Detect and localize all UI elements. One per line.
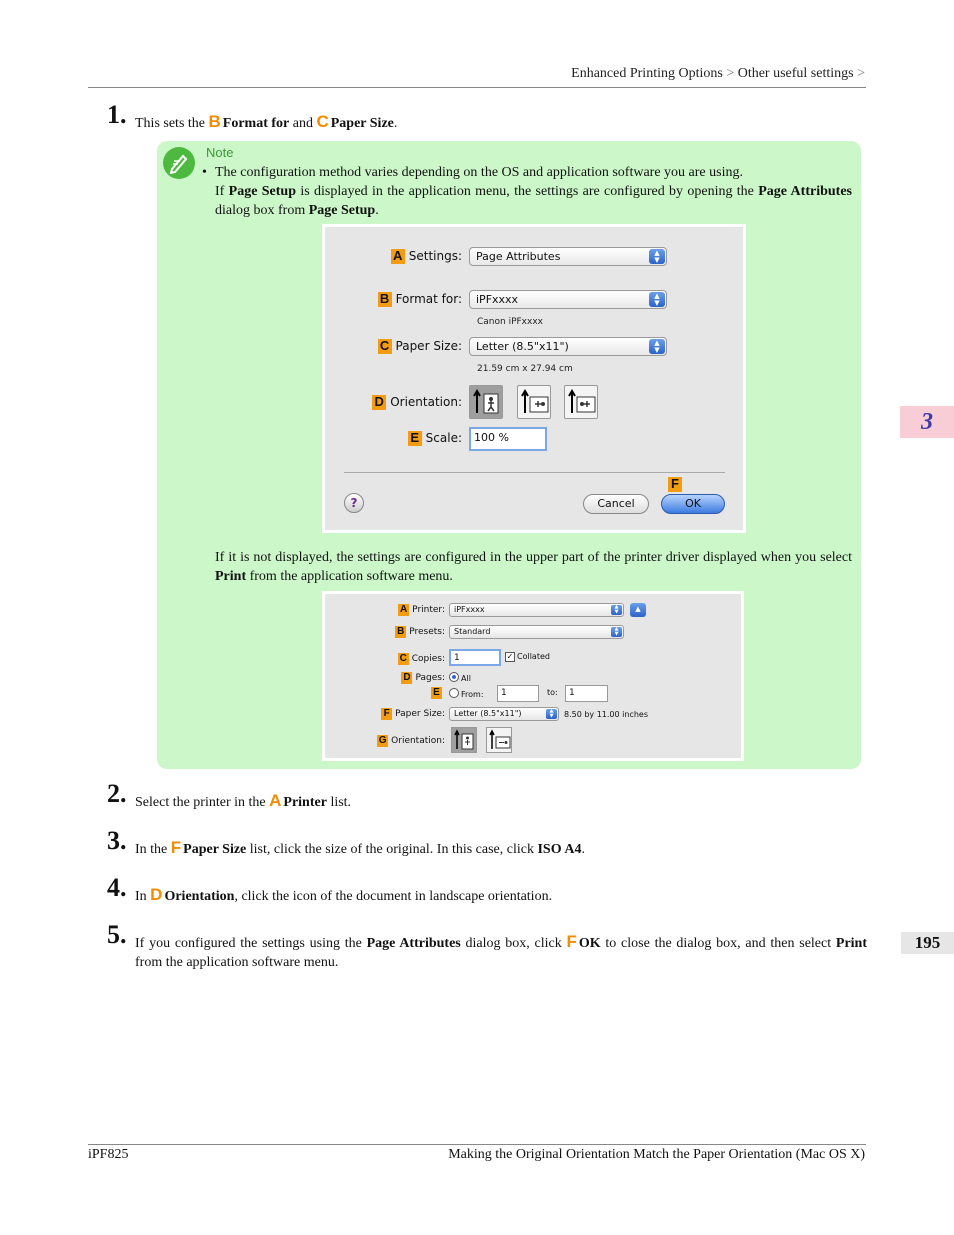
paper-size-label-2: F Paper Size: bbox=[345, 708, 445, 720]
step-number: 5. bbox=[107, 920, 127, 949]
callout-letter: C bbox=[316, 112, 329, 131]
callout-letter: F bbox=[566, 932, 577, 951]
to-input[interactable]: 1 bbox=[565, 685, 608, 702]
step-3: 3. In the F Paper Size list, click the size of the original. In this case, click ISO A4. bbox=[107, 826, 585, 857]
bullet: • bbox=[202, 165, 207, 180]
header-rule bbox=[88, 87, 866, 88]
paper-size-sub: 21.59 cm x 27.94 cm bbox=[477, 364, 573, 374]
page-attributes-dialog bbox=[322, 224, 746, 533]
step-5: 5. If you configured the settings using the Page Attributes dialog box, click F OK to close the dialog box, and then select Print from the application software menu. bbox=[107, 920, 867, 970]
ok-button[interactable]: OK bbox=[661, 494, 725, 514]
paper-size-popup-2[interactable]: Letter (8.5"x11") ▲ ▼ bbox=[449, 707, 559, 721]
step-number: 4. bbox=[107, 873, 127, 902]
cancel-button[interactable]: Cancel bbox=[583, 494, 649, 514]
presets-label: B Presets: bbox=[397, 626, 445, 637]
printer-popup[interactable]: iPFxxxx ▲ ▼ bbox=[449, 603, 624, 617]
portrait-orientation-button[interactable] bbox=[469, 385, 503, 419]
header-section: Enhanced Printing Options bbox=[571, 66, 723, 81]
note-line: If Page Setup is displayed in the application menu, the settings are configured by opening the Page Attributes dialog box from Page Setup. bbox=[215, 184, 852, 218]
step-text: . bbox=[393, 116, 398, 131]
from-key-label: E bbox=[365, 687, 445, 699]
running-header bbox=[571, 66, 865, 82]
note-line: The configuration method varies depending on the OS and application software you are using. bbox=[215, 165, 743, 180]
step-text: This sets the bbox=[135, 116, 209, 131]
note-paragraph: If it is not displayed, the settings are configured in the upper part of the printer driver displayed when you select Print from the application software menu. bbox=[215, 550, 852, 584]
paper-size-popup[interactable]: Letter (8.5"x11") ▲ ▼ bbox=[469, 337, 667, 356]
callout-letter: D bbox=[150, 885, 163, 904]
footer-model: iPF825 bbox=[88, 1147, 129, 1162]
popup-arrows-icon: ▲ ▼ bbox=[649, 339, 665, 354]
orientation-label: D Orientation: bbox=[355, 395, 462, 410]
collated-checkbox[interactable]: ✓ Collated bbox=[506, 652, 550, 661]
step-2: 2. Select the printer in the A Printer list. bbox=[107, 779, 352, 810]
step-1 bbox=[107, 100, 867, 133]
landscape-orientation-button[interactable] bbox=[517, 385, 551, 419]
presets-popup[interactable]: Standard ▲ ▼ bbox=[449, 625, 624, 639]
scale-label: E Scale: bbox=[385, 431, 462, 446]
format-for-sub: Canon iPFxxxx bbox=[477, 317, 543, 327]
copies-input[interactable]: 1 bbox=[449, 649, 501, 666]
header-trail: > bbox=[857, 66, 865, 81]
portrait-orientation-button-2[interactable] bbox=[451, 727, 477, 753]
landscape-orientation-button-2[interactable] bbox=[486, 727, 512, 753]
reverse-landscape-orientation-button[interactable] bbox=[564, 385, 598, 419]
footer-rule bbox=[88, 1144, 866, 1145]
help-button[interactable]: ? bbox=[344, 493, 364, 513]
scale-input[interactable]: 100 % bbox=[469, 427, 547, 451]
copies-label: C Copies: bbox=[399, 653, 445, 664]
orientation-label-2: G Orientation: bbox=[378, 735, 445, 746]
note-label: Note bbox=[206, 145, 234, 160]
from-input[interactable]: 1 bbox=[497, 685, 539, 702]
settings-popup[interactable]: Page Attributes ▲ ▼ bbox=[469, 247, 667, 266]
step-number: 2. bbox=[107, 779, 127, 808]
popup-arrows-icon: ▲ ▼ bbox=[649, 249, 665, 264]
format-for-popup[interactable]: iPFxxxx ▲ ▼ bbox=[469, 290, 667, 309]
header-separator: > bbox=[726, 66, 735, 81]
step-4: 4. In D Orientation, click the icon of the document in landscape orientation. bbox=[107, 873, 553, 904]
paper-size-label: C Paper Size: bbox=[365, 339, 462, 354]
popup-arrows-icon: ▲ ▼ bbox=[611, 627, 622, 637]
term: Format for bbox=[222, 116, 290, 131]
step-text: and bbox=[289, 116, 317, 131]
popup-arrows-icon: ▲ ▼ bbox=[649, 292, 665, 307]
note-paragraph bbox=[202, 163, 852, 220]
page-number: 195 bbox=[901, 932, 954, 954]
settings-label: A Settings: bbox=[385, 249, 462, 264]
callout-letter: F bbox=[170, 838, 182, 857]
dialog-divider bbox=[344, 472, 725, 473]
paper-dims: 8.50 by 11.00 inches bbox=[564, 710, 649, 719]
header-subsection: Other useful settings bbox=[737, 66, 854, 81]
step-number: 3. bbox=[107, 826, 127, 855]
to-label: to: bbox=[547, 688, 558, 697]
print-dialog bbox=[322, 591, 744, 761]
callout-letter: A bbox=[269, 791, 282, 810]
pages-label: D Pages: bbox=[403, 672, 445, 683]
pencil-icon bbox=[163, 147, 195, 179]
popup-arrows-icon: ▲ ▼ bbox=[611, 605, 622, 615]
popup-arrows-icon: ▲ ▼ bbox=[546, 709, 557, 719]
chapter-tab[interactable]: 3 bbox=[900, 406, 954, 438]
format-for-label: B Format for: bbox=[365, 292, 462, 307]
callout-letter: B bbox=[208, 112, 221, 131]
pages-from-radio[interactable]: From: bbox=[449, 688, 484, 699]
step-number: 1. bbox=[107, 100, 127, 129]
expand-icon[interactable]: ▲ bbox=[630, 603, 646, 617]
ok-callout-letter: F bbox=[668, 477, 682, 492]
footer-title: Making the Original Orientation Match the Paper Orientation (Mac OS X) bbox=[448, 1147, 865, 1162]
printer-label: A Printer: bbox=[400, 604, 445, 615]
term: Paper Size bbox=[330, 116, 394, 131]
pages-all-radio[interactable]: All bbox=[449, 672, 471, 683]
